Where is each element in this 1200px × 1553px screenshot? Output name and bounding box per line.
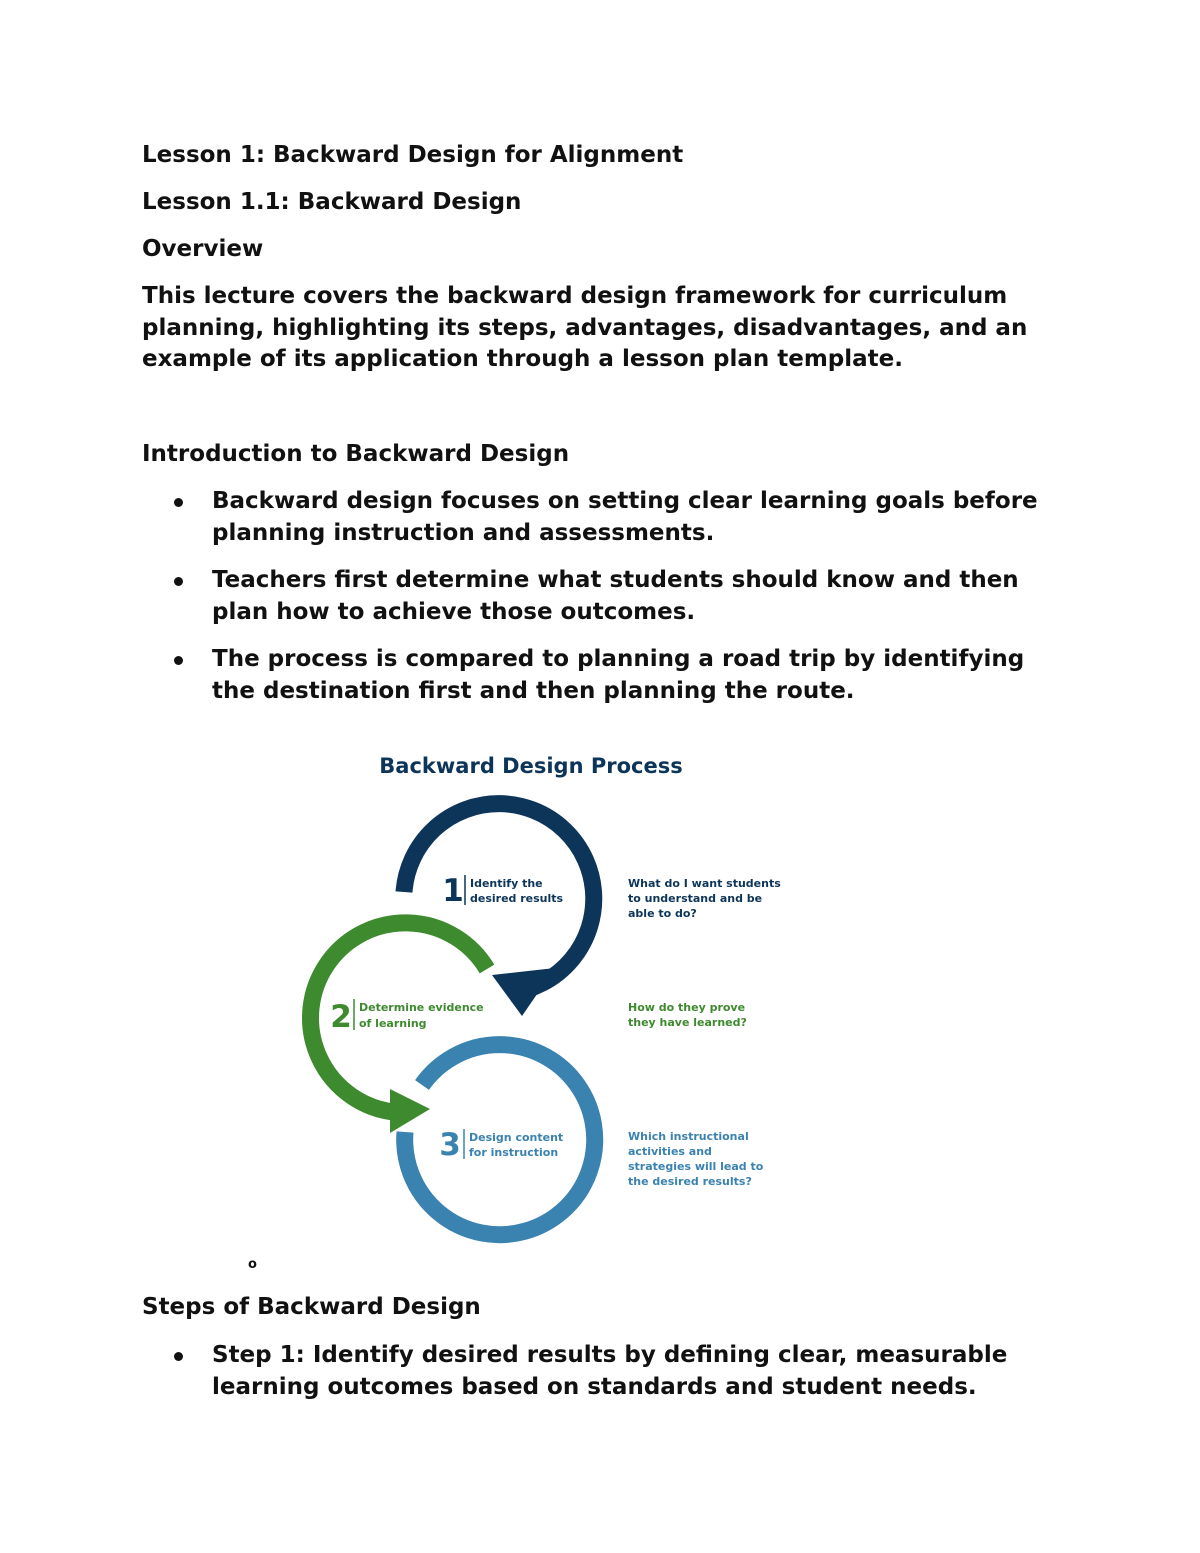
step1-number: 1 (442, 873, 464, 909)
step1-label-line1: Identify the (470, 877, 543, 890)
diagram-title: Backward Design Process (379, 754, 683, 778)
stray-bullet-mark: o (248, 1257, 257, 1272)
step2-number: 2 (330, 999, 352, 1035)
step2-question-line: they have learned? (628, 1016, 747, 1029)
bullet-icon (174, 1352, 183, 1361)
list-item (174, 486, 1054, 549)
list-item-text: Backward design focuses on setting clear learning goals before planning instruction and assessments. (212, 488, 1038, 546)
step1-question-line: to understand and be (628, 892, 763, 905)
overview-heading: Overview (142, 236, 264, 262)
list-item (174, 644, 1054, 707)
bullet-icon (174, 498, 183, 507)
list-item (174, 565, 1054, 628)
intro-heading: Introduction to Backward Design (142, 441, 570, 467)
lesson-title: Lesson 1: Backward Design for Alignment (142, 142, 684, 168)
list-item (174, 1340, 1054, 1403)
step3-question-line: activities and (628, 1145, 712, 1158)
step1-label-line2: desired results (470, 892, 564, 905)
step3-question-line: Which instructional (628, 1130, 749, 1143)
step1-question-line: What do I want students (628, 877, 781, 890)
bullet-icon (174, 656, 183, 665)
step3-question-line: the desired results? (628, 1175, 752, 1188)
sublesson-title: Lesson 1.1: Backward Design (142, 189, 522, 215)
list-item-text: Step 1: Identify desired results by defining clear, measurable learning outcomes based on standards and student needs. (212, 1342, 1008, 1400)
step2-arrowhead-icon (390, 1089, 430, 1133)
step3-number: 3 (439, 1127, 461, 1163)
step2-question-line: How do they prove (628, 1001, 746, 1014)
step2-label-line1: Determine evidence (359, 1001, 484, 1014)
step3-label-line2: for instruction (469, 1146, 559, 1159)
step2-label-line2: of learning (359, 1017, 427, 1030)
list-item-text: Teachers first determine what students should know and then plan how to achieve those outcomes. (212, 567, 1019, 625)
list-item-text: The process is compared to planning a road trip by identifying the destination first and then planning the route. (212, 646, 1025, 704)
step1-arrowhead-icon (492, 968, 555, 1016)
backward-design-diagram (280, 735, 840, 1255)
overview-paragraph: This lecture covers the backward design framework for curriculum planning, highlighting its steps, advantages, disadvantages, and an example of its application through a lesson plan template. (142, 283, 1028, 372)
step3-label-line1: Design content (469, 1131, 564, 1144)
step1-question-line: able to do? (628, 907, 697, 920)
steps-heading: Steps of Backward Design (142, 1294, 481, 1320)
step3-question-line: strategies will lead to (628, 1160, 764, 1173)
bullet-icon (174, 577, 183, 586)
